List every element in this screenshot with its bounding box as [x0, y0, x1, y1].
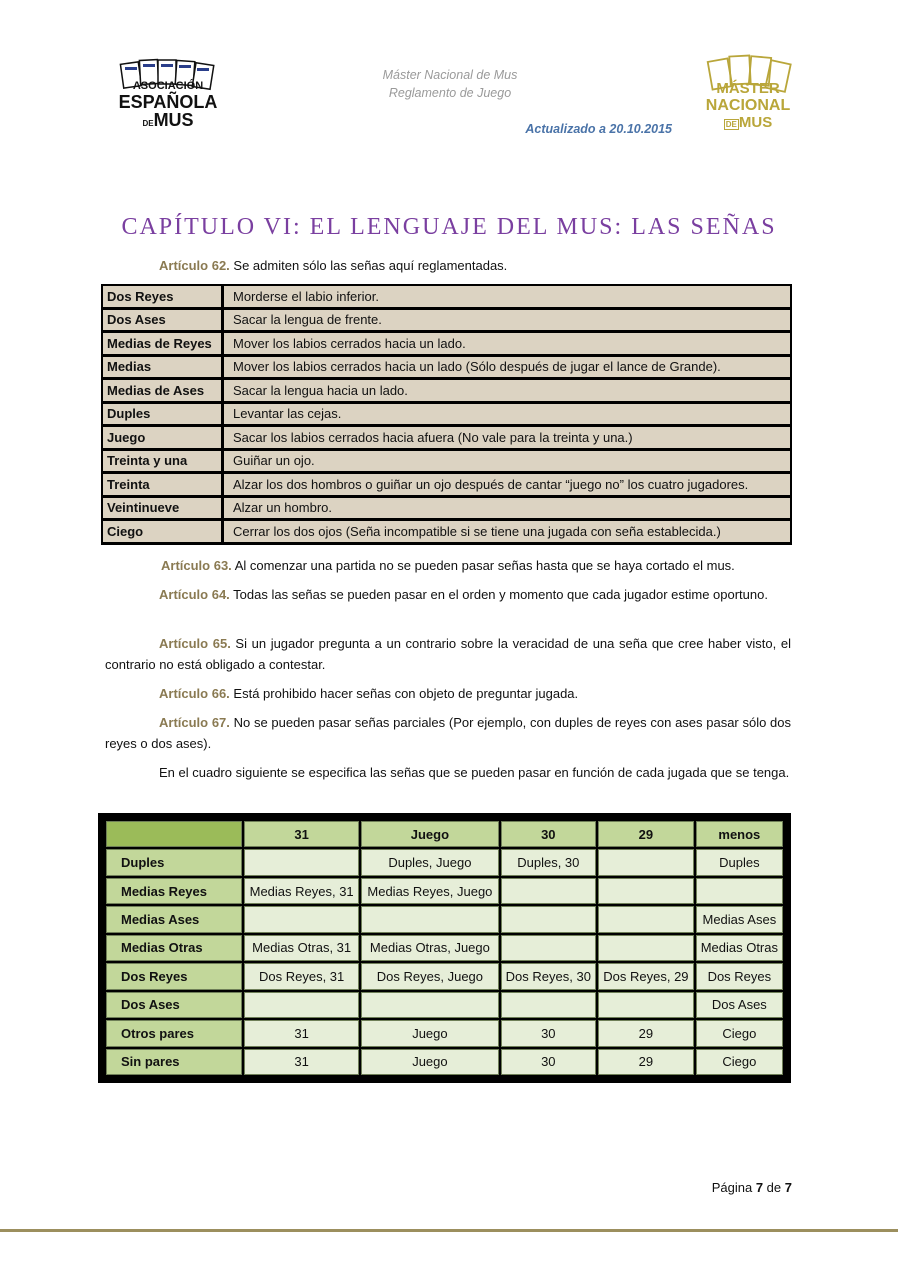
combo-cell: Ciego	[696, 1020, 783, 1046]
combo-cell: Juego	[361, 1049, 498, 1076]
combo-cell: 29	[598, 1049, 694, 1076]
sign-name: Veintinueve	[102, 496, 223, 520]
sign-row	[102, 449, 791, 473]
article-62-text: Se admiten sólo las señas aquí reglamentadas.	[229, 258, 508, 273]
sign-name: Medias	[102, 355, 223, 379]
sign-row	[102, 285, 791, 308]
logo-right-line3: DE	[725, 120, 737, 129]
sign-name: Ciego	[102, 520, 223, 544]
combo-cell: Medias Otras	[696, 935, 783, 961]
sign-row	[102, 402, 791, 426]
combo-row-label: Otros pares	[106, 1020, 242, 1046]
sign-description: Levantar las cejas.	[223, 402, 792, 426]
combo-row	[106, 992, 783, 1018]
article-67	[105, 712, 791, 754]
combo-cell: Dos Reyes, Juego	[361, 963, 498, 989]
combo-cell: Duples, 30	[501, 849, 597, 875]
combo-cell: 30	[501, 1020, 597, 1046]
combo-cell	[598, 878, 694, 904]
combo-row-label: Duples	[106, 849, 242, 875]
combo-corner-cell	[106, 821, 242, 847]
combo-cell	[501, 935, 597, 961]
article-63-text: Al comenzar una partida no se pueden pasar señas hasta que se haya cortado el mus.	[231, 558, 735, 573]
combo-row-label: Dos Reyes	[106, 963, 242, 989]
article-66-text: Está prohibido hacer señas con objeto de preguntar jugada.	[229, 686, 579, 701]
combo-row-label: Medias Otras	[106, 935, 242, 961]
combo-row	[106, 906, 783, 932]
combo-cell: Dos Reyes, 31	[244, 963, 359, 989]
combo-cell	[501, 992, 597, 1018]
current-page: 7	[755, 1180, 764, 1195]
sign-name: Medias de Reyes	[102, 332, 223, 356]
combo-header-cell: Juego	[361, 821, 498, 847]
footer-rule	[0, 1229, 898, 1232]
combo-cell: Juego	[361, 1020, 498, 1046]
article-62	[105, 255, 791, 276]
combo-cell	[598, 992, 694, 1018]
combo-row-label: Medias Ases	[106, 906, 242, 932]
page-word: Página	[711, 1180, 753, 1195]
header-title-line2: Reglamento de Juego	[388, 86, 512, 100]
combo-cell	[244, 906, 359, 932]
sign-name: Medias de Ases	[102, 379, 223, 403]
combo-cell	[598, 935, 694, 961]
sign-name: Treinta y una	[102, 449, 223, 473]
combo-cell: Dos Reyes, 30	[501, 963, 597, 989]
article-63-label: Artículo 63.	[161, 558, 232, 573]
combo-cell: 29	[598, 1020, 694, 1046]
combo-cell	[244, 849, 359, 875]
sign-description: Mover los labios cerrados hacia un lado.	[223, 332, 792, 356]
sign-name: Treinta	[102, 473, 223, 497]
combo-cell: Duples, Juego	[361, 849, 498, 875]
sign-row	[102, 473, 791, 497]
combo-cell: Medias Otras, 31	[244, 935, 359, 961]
article-67-label: Artículo 67.	[159, 715, 230, 730]
header-title	[300, 66, 600, 102]
of-word: de	[766, 1180, 782, 1195]
sign-name: Dos Reyes	[102, 285, 223, 308]
article-65-label: Artículo 65.	[159, 636, 231, 651]
combo-cell	[501, 906, 597, 932]
sign-description: Sacar la lengua hacia un lado.	[223, 379, 792, 403]
sign-name: Duples	[102, 402, 223, 426]
article-64	[105, 584, 791, 605]
combo-cell	[244, 992, 359, 1018]
combo-cell: 30	[501, 1049, 597, 1076]
combo-cell	[361, 992, 498, 1018]
logo-right-line2: NACIONAL	[705, 97, 791, 114]
combo-cell	[598, 849, 694, 875]
table-intro-text: En el cuadro siguiente se especifica las señas que se pueden pasar en función de cada jugada que se tenga.	[159, 765, 790, 780]
master-nacional-mus-logo	[700, 54, 796, 140]
combo-row	[106, 849, 783, 875]
article-64-label: Artículo 64.	[159, 587, 230, 602]
sign-description: Alzar un hombro.	[223, 496, 792, 520]
combo-cell: Medias Otras, Juego	[361, 935, 498, 961]
combo-row-label: Medias Reyes	[106, 878, 242, 904]
sign-description: Morderse el labio inferior.	[223, 285, 792, 308]
article-63	[105, 555, 791, 576]
sign-row	[102, 379, 791, 403]
sign-description: Sacar la lengua de frente.	[223, 308, 792, 332]
combo-row	[106, 935, 783, 961]
article-65	[105, 633, 791, 675]
article-66	[105, 683, 791, 704]
header-title-line1: Máster Nacional de Mus	[382, 68, 518, 82]
article-66-label: Artículo 66.	[159, 686, 230, 701]
asociacion-espanola-mus-logo	[112, 58, 224, 138]
logo-left-line1: ASOCIACIÓN	[132, 80, 204, 92]
combo-row	[106, 1020, 783, 1046]
combo-table-frame	[98, 813, 791, 1083]
chapter-title: CAPÍTULO VI: EL LENGUAJE DEL MUS: LAS SEÑAS	[121, 214, 777, 240]
combo-row	[106, 963, 783, 989]
article-65-text: Si un jugador pregunta a un contrario sobre la veracidad de una seña que cree haber visto, el contrario no está obligado a contestar.	[105, 636, 791, 672]
combo-cell	[361, 906, 498, 932]
logo-right-line1: MÁSTER	[716, 80, 780, 97]
article-67-text: No se pueden pasar señas parciales (Por ejemplo, con duples de reyes con ases pasar sólo dos reyes o dos ases).	[105, 715, 792, 751]
combo-cell: Ciego	[696, 1049, 783, 1076]
sign-row	[102, 496, 791, 520]
combo-cell: 31	[244, 1049, 359, 1076]
combo-cell	[696, 878, 783, 904]
total-pages: 7	[784, 1180, 792, 1195]
article-64-text: Todas las señas se pueden pasar en el orden y momento que cada jugador estime oportuno.	[229, 587, 768, 602]
combo-header-cell: menos	[696, 821, 783, 847]
logo-left-line2: ESPAÑOLA	[118, 92, 218, 112]
signs-table	[101, 284, 792, 545]
combo-cell	[598, 906, 694, 932]
article-62-label: Artículo 62.	[159, 258, 230, 273]
combo-row	[106, 878, 783, 904]
combo-cell: Dos Reyes, 29	[598, 963, 694, 989]
sign-row	[102, 520, 791, 544]
combo-cell	[501, 878, 597, 904]
sign-description: Mover los labios cerrados hacia un lado (Sólo después de jugar el lance de Grande).	[223, 355, 792, 379]
logo-left-line3: DE	[142, 119, 154, 128]
combo-row	[106, 1049, 783, 1076]
combo-cell: Dos Reyes	[696, 963, 783, 989]
sign-row	[102, 308, 791, 332]
sign-description: Guiñar un ojo.	[223, 449, 792, 473]
sign-description: Alzar los dos hombros o guiñar un ojo después de cantar “juego no” los cuatro jugadores.	[223, 473, 792, 497]
combo-row-label: Dos Ases	[106, 992, 242, 1018]
sign-row	[102, 355, 791, 379]
combo-cell: Dos Ases	[696, 992, 783, 1018]
page-number	[660, 1180, 792, 1195]
sign-name: Dos Ases	[102, 308, 223, 332]
sign-description: Sacar los labios cerrados hacia afuera (No vale para la treinta y una.)	[223, 426, 792, 450]
sign-description: Cerrar los dos ojos (Seña incompatible si se tiene una jugada con seña establecida.)	[223, 520, 792, 544]
combo-cell: Medias Ases	[696, 906, 783, 932]
combo-row-label: Sin pares	[106, 1049, 242, 1076]
table-intro	[105, 762, 791, 783]
combo-cell: Medias Reyes, 31	[244, 878, 359, 904]
logo-left-line4: MUS	[153, 110, 194, 130]
combo-header-cell: 29	[598, 821, 694, 847]
combo-header-cell: 30	[501, 821, 597, 847]
combo-table	[104, 819, 785, 1077]
sign-row	[102, 426, 791, 450]
combo-header-row	[106, 821, 783, 847]
combo-cell: Duples	[696, 849, 783, 875]
combo-header-cell: 31	[244, 821, 359, 847]
sign-name: Juego	[102, 426, 223, 450]
updated-date: Actualizado a 20.10.2015	[525, 122, 672, 136]
sign-row	[102, 332, 791, 356]
combo-cell: 31	[244, 1020, 359, 1046]
combo-cell: Medias Reyes, Juego	[361, 878, 498, 904]
logo-right-line4: MUS	[738, 114, 773, 131]
